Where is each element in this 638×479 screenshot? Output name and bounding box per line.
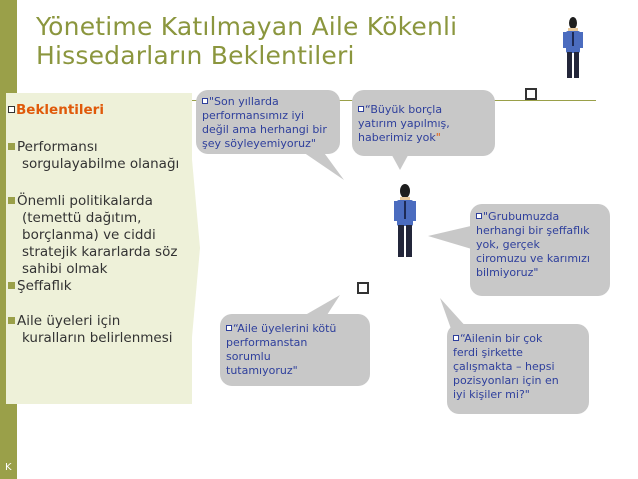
panel-heading: Beklentileri	[8, 102, 104, 119]
list-item: Performansı sorgulayabilme olanağı	[8, 139, 179, 173]
corner-label: K	[5, 462, 12, 473]
person-icon-center	[394, 184, 416, 257]
speech-bubble-transparency: "Grubumuzda herhangi bir şeffaflık yok, gerçek ciromuzu ve karımızı bilmiyoruz"	[470, 204, 610, 296]
list-item: Önemli politikalarda (temettü dağıtım, borçlanma) ve ciddi stratejik kararlarda söz sahibi olmak	[8, 193, 177, 278]
speech-bubble-debt: “Büyük borçla yatırım yapılmış, haberimiz yok"	[352, 90, 495, 156]
speech-bubble-performance: "Son yıllarda performansımız iyi değil ama herhangi bir şey söyleyemiyoruz"	[196, 90, 340, 154]
title-line-2: Hissedarların Beklentileri	[36, 41, 355, 70]
title-line-1: Yönetime Katılmayan Aile Kökenli	[36, 12, 458, 41]
list-item: Şeffaflık	[8, 278, 72, 295]
speech-bubble-family-positions: “Ailenin bir çok ferdi şirkette çalışmakta – hepsi pozisyonları için en iyi kişiler mi?"	[447, 324, 589, 414]
speech-bubble-accountability: “Aile üyelerini kötü performanstan sorumlu tutamıyoruz"	[220, 314, 370, 386]
person-icon-top	[563, 17, 583, 78]
list-item: Aile üyeleri için kuralların belirlenmesi	[8, 313, 172, 347]
